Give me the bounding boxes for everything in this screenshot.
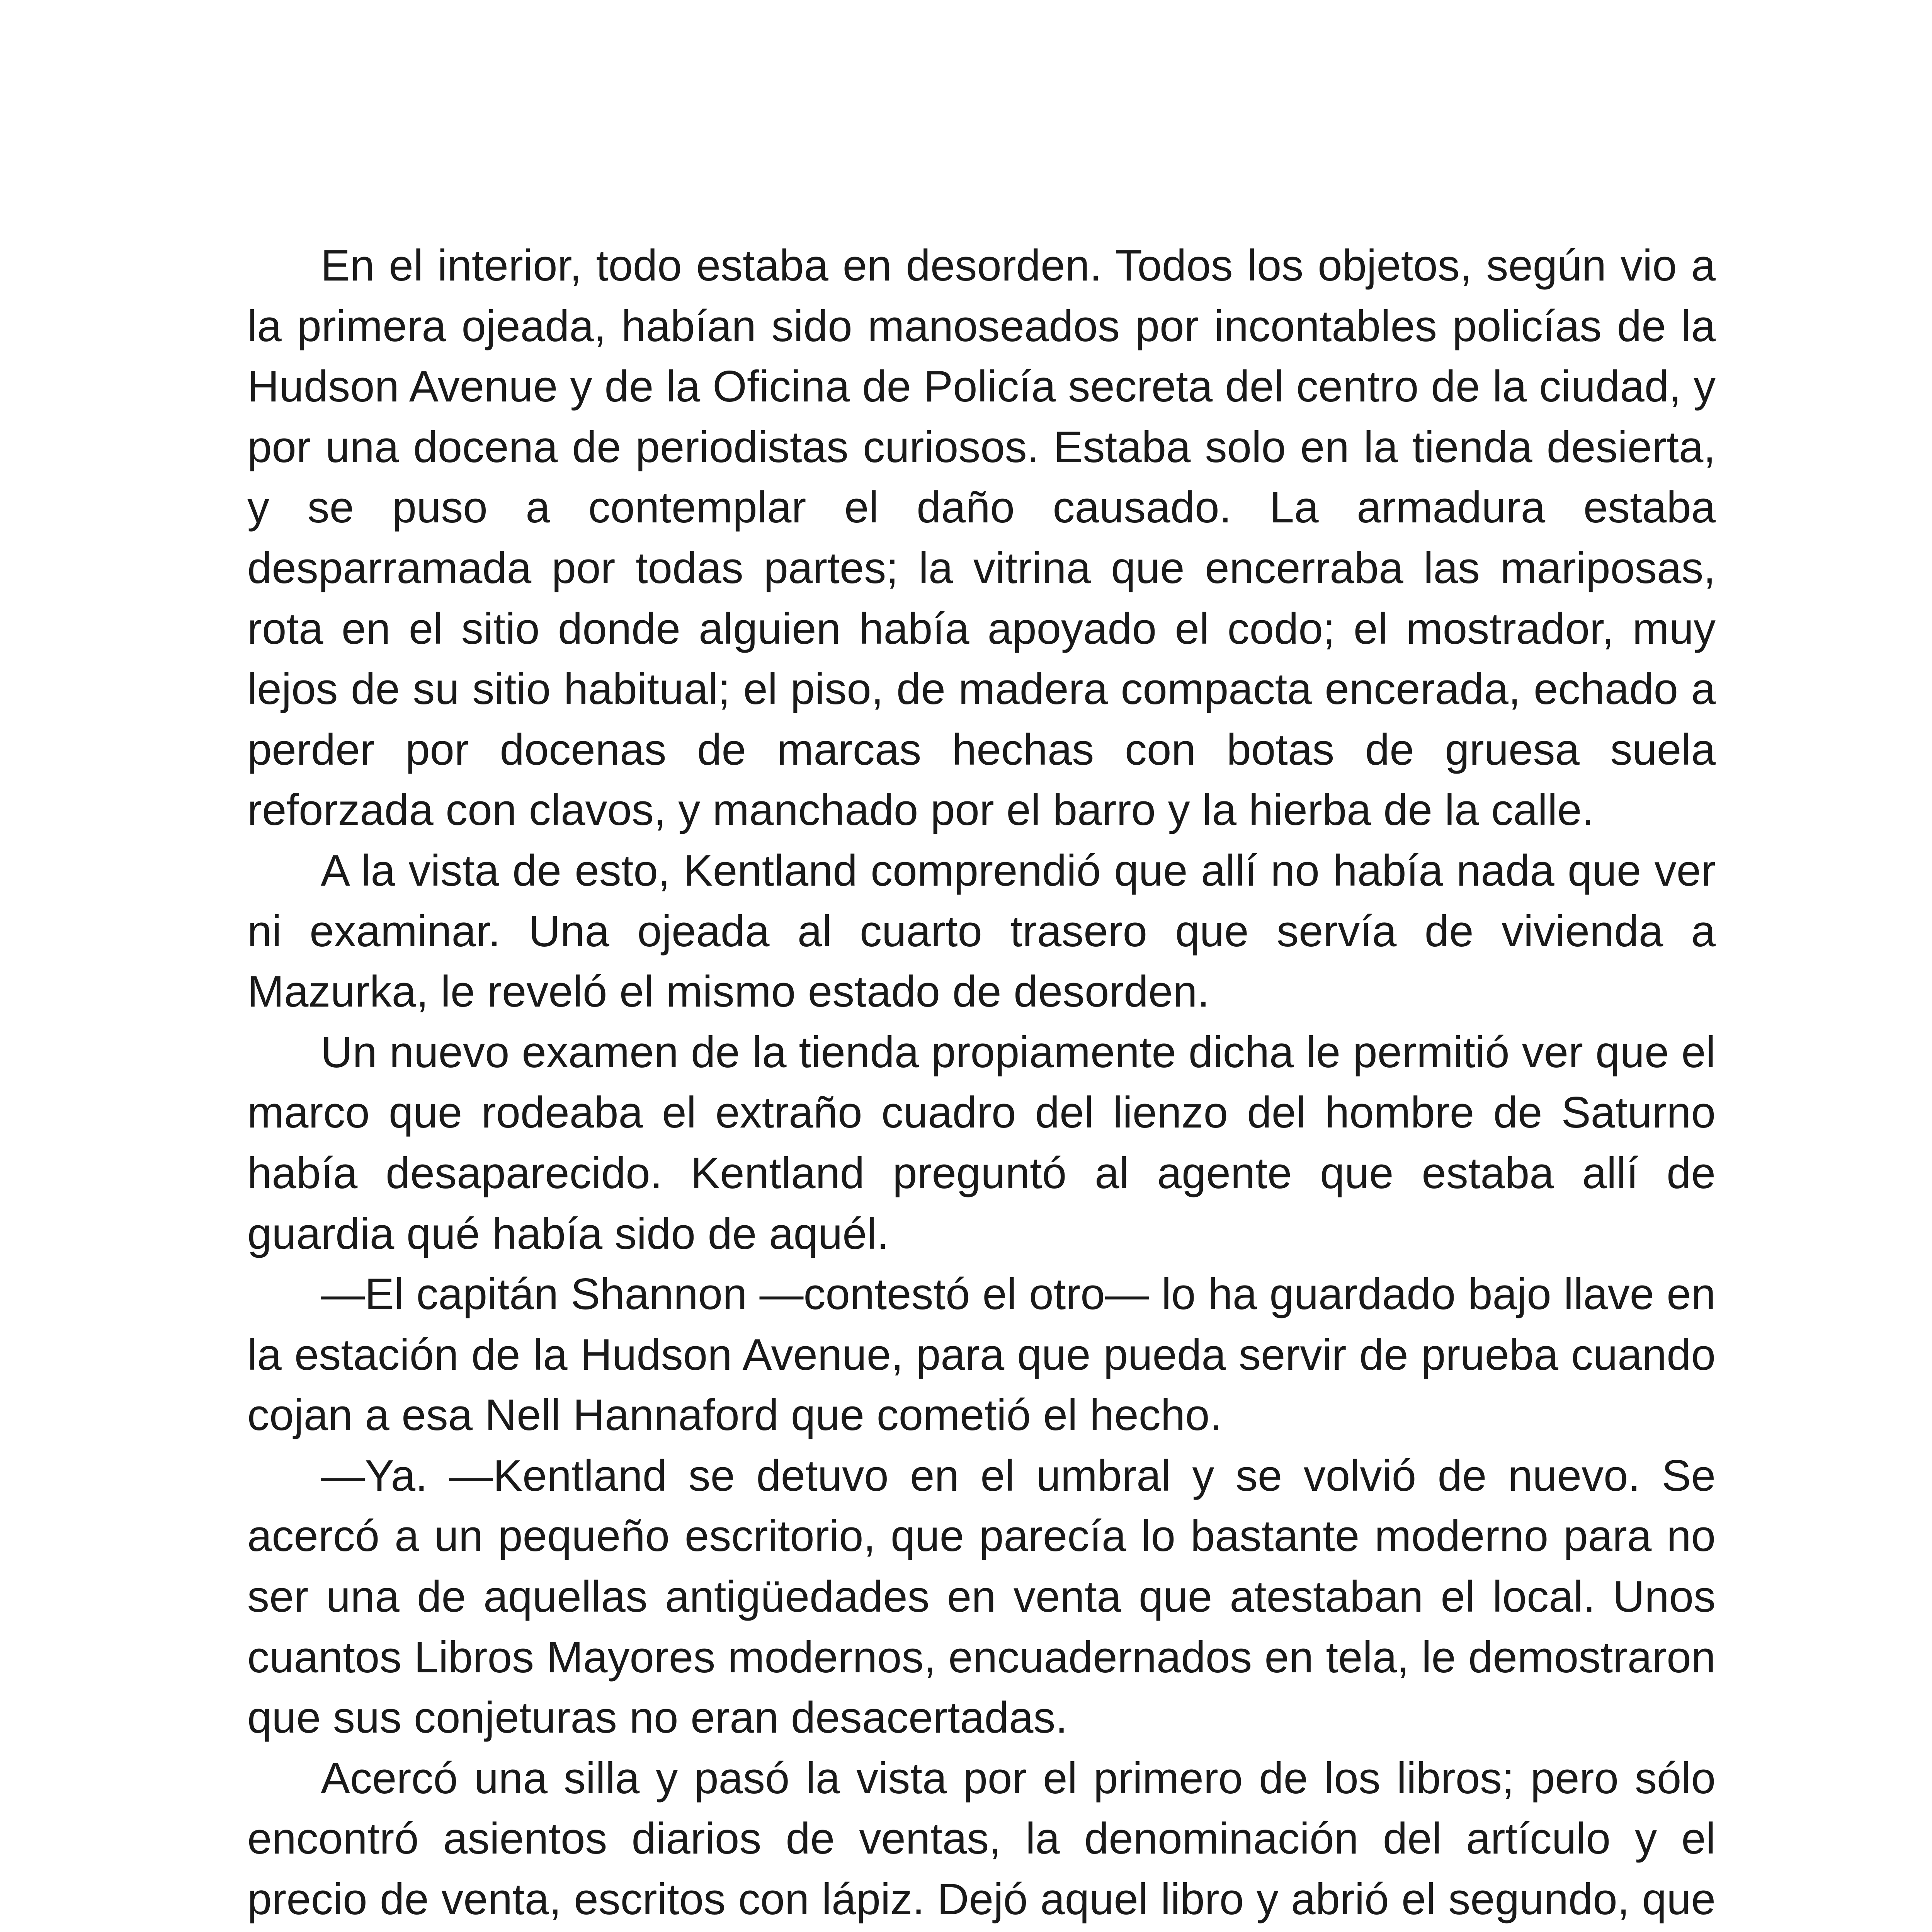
paragraph-5: —Ya. —Kentland se detuvo en el umbral y se volvió de nuevo. Se acercó a un pequeño escritorio, que parecía lo bastante moderno para no ser una de aquellas antigüedades en venta que atestaban el local. Unos cuantos Libros Mayores modernos, encuadernados en tela, le demostraron que sus conjeturas no eran desacertadas. bbox=[247, 1451, 1716, 1743]
body-text bbox=[247, 236, 1716, 1932]
paragraph-6: Acercó una silla y pasó la vista por el primero de los libros; pero sólo encontró asientos diarios de ventas, la denominación del artículo y el precio de venta, escritos con lápiz. Dejó aquel libro y abrió el segundo, que bbox=[247, 1753, 1716, 1924]
paragraph-3: Un nuevo examen de la tienda propiamente dicha le permitió ver que el marco que rodeaba el extraño cuadro del lienzo del hombre de Saturno había desaparecido. Kentland preguntó al agente que estaba allí de guardia qué había sido de aquél. bbox=[247, 1027, 1716, 1259]
paragraph-1: En el interior, todo estaba en desorden. Todos los objetos, según vio a la primera ojeada, habían sido manoseados por incontables policías de la Hudson Avenue y de la Oficina de Policía secreta del centro de la ciudad, y por una docena de periodistas curiosos. Estaba solo en la tienda desierta, y se puso a contemplar el daño causado. La armadura estaba desparramada por todas partes; la vitrina que encerraba las mariposas, rota en el sitio donde alguien había apoyado el codo; el mostrador, muy lejos de su sitio habitual; el piso, de madera compacta encerada, echado a perder por docenas de marcas hechas con botas de gruesa suela reforzada con clavos, y manchado por el barro y la hierba de la calle. bbox=[247, 241, 1716, 835]
paragraph-4: —El capitán Shannon —contestó el otro— lo ha guardado bajo llave en la estación de la Hudson Avenue, para que pueda servir de prueba cuando cojan a esa Nell Hannaford que cometió el hecho. bbox=[247, 1270, 1716, 1440]
paragraph-2: A la vista de esto, Kentland comprendió que allí no había nada que ver ni examinar. Una ojeada al cuarto trasero que servía de vivienda a Mazurka, le reveló el mismo estado de desorden. bbox=[247, 846, 1716, 1017]
